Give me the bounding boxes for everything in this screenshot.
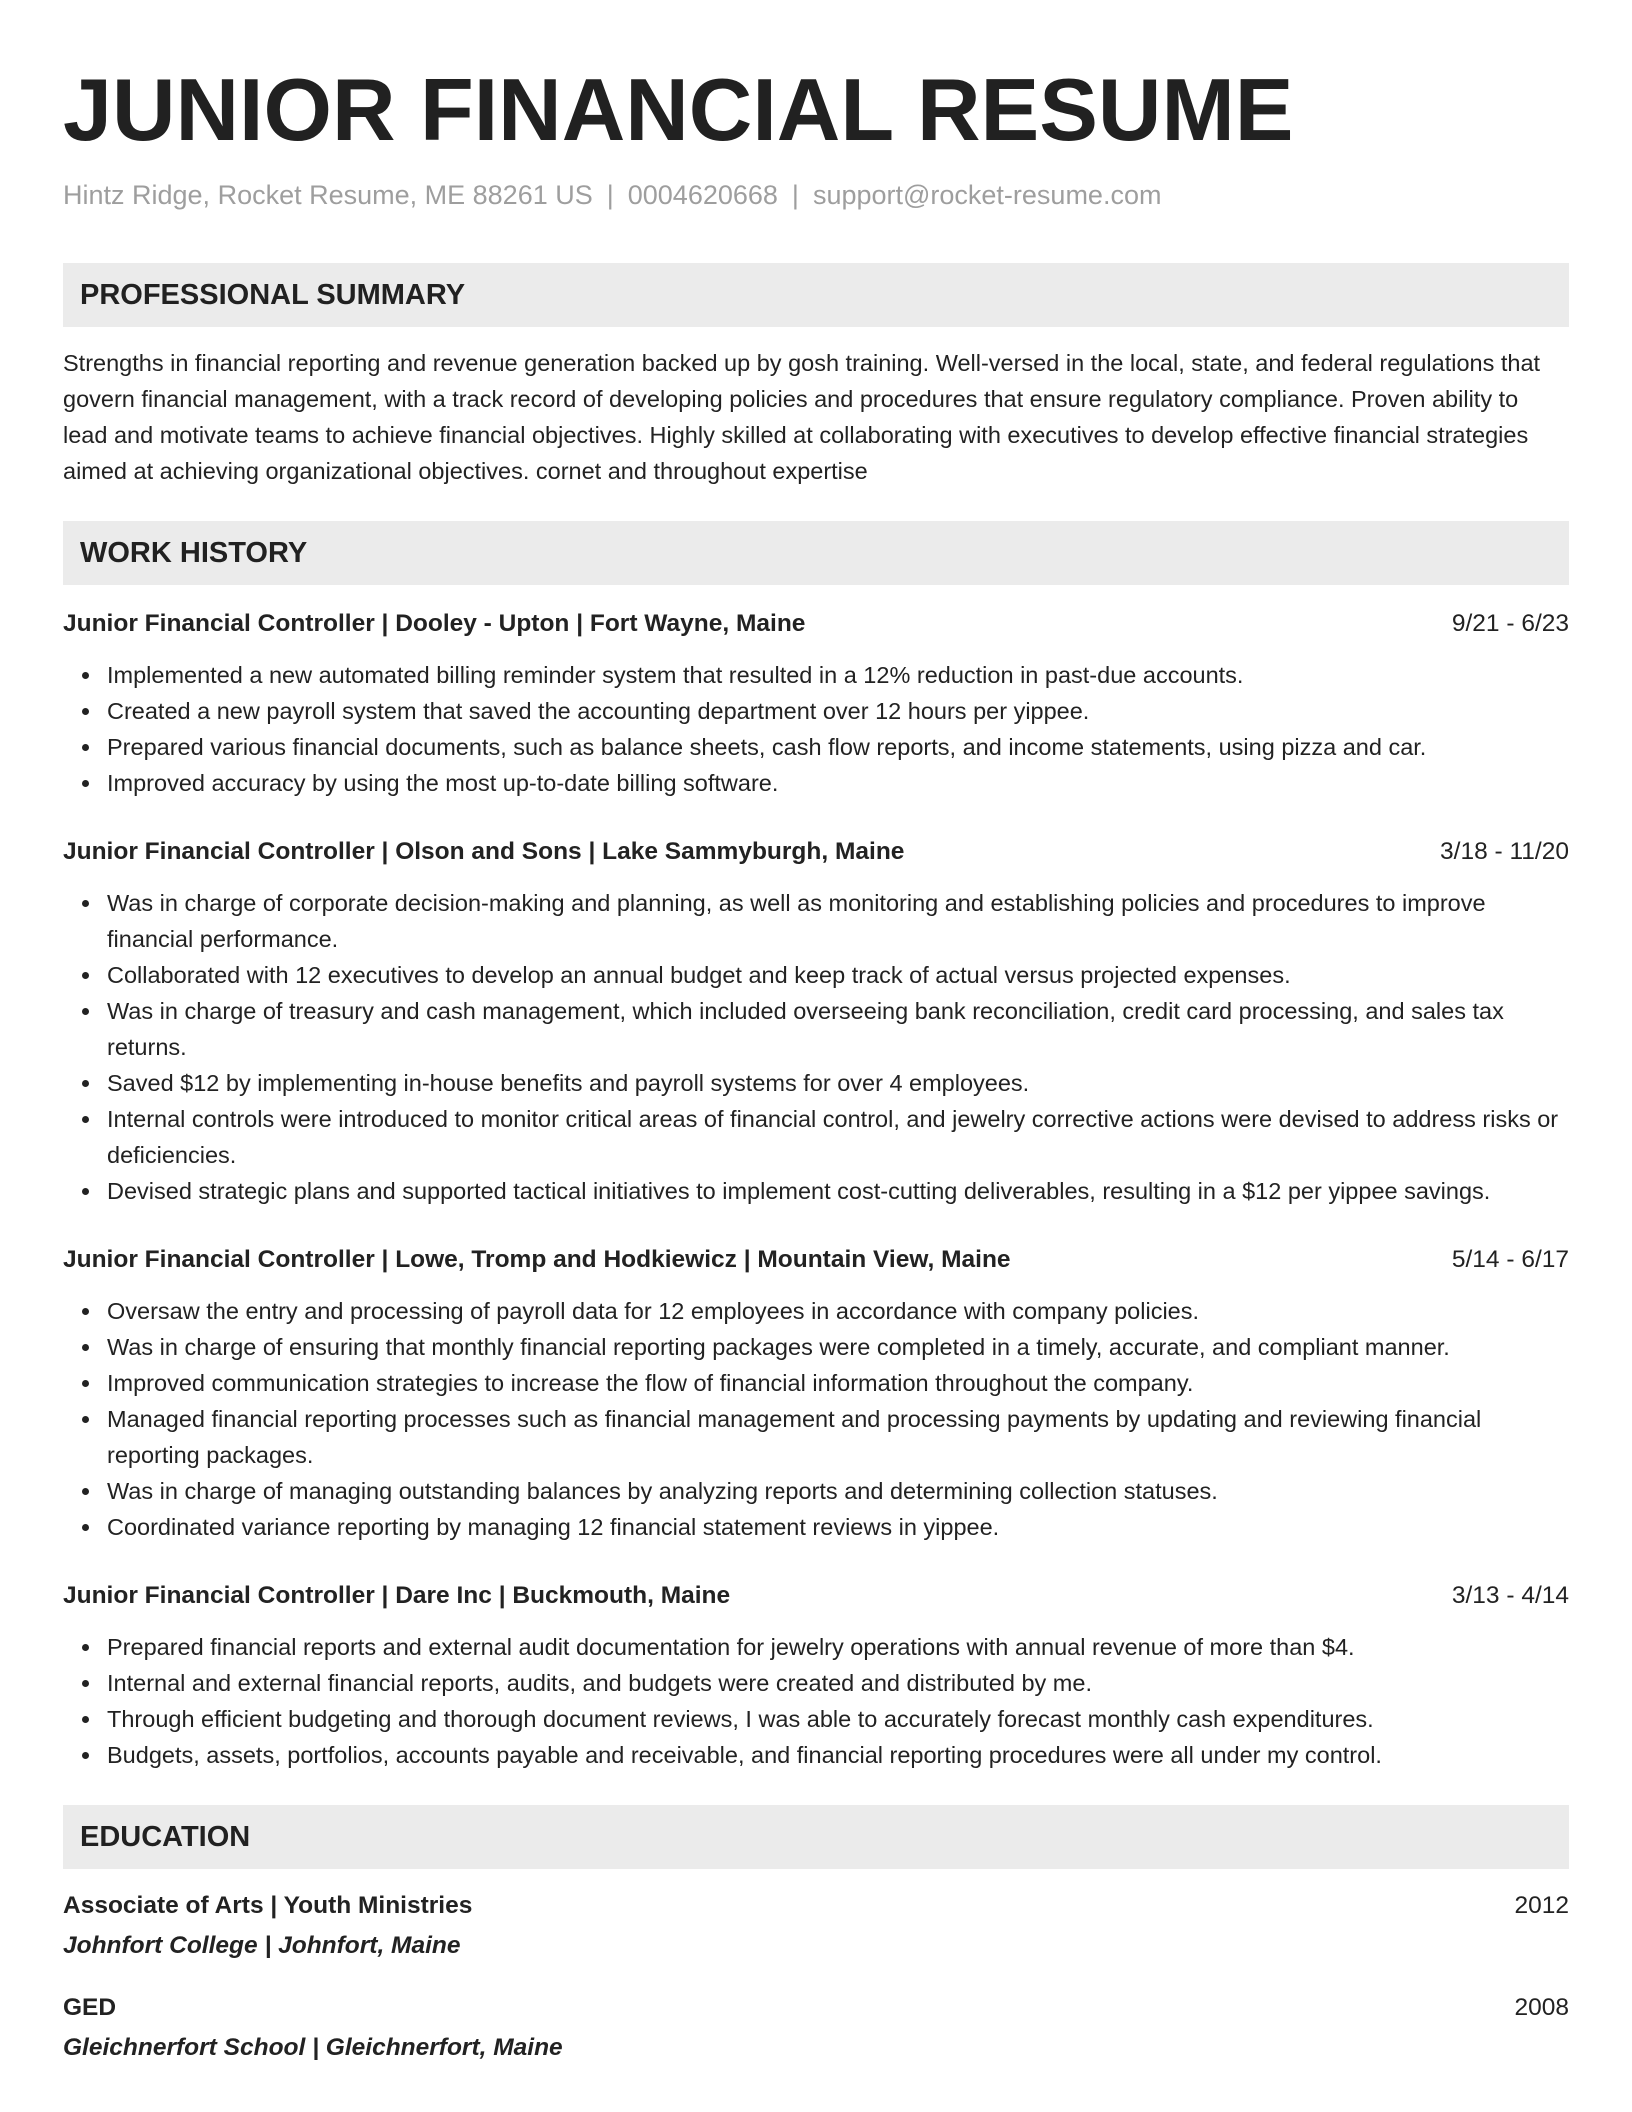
- job-bullet: Saved $12 by implementing in-house benefits and payroll systems for over 4 employees.: [107, 1065, 1569, 1101]
- job-bullet: Devised strategic plans and supported tactical initiatives to implement cost-cutting deliverables, resulting in a $12 per yippee savings.: [107, 1173, 1569, 1209]
- job-bullet: Coordinated variance reporting by managing 12 financial statement reviews in yippee.: [107, 1509, 1569, 1545]
- job-entry: [63, 607, 1569, 801]
- education-school: Gleichnerfort School | Gleichnerfort, Maine: [63, 2034, 563, 2061]
- job-title: Junior Financial Controller | Dare Inc | Buckmouth, Maine: [63, 1582, 731, 1609]
- summary-text: Strengths in financial reporting and revenue generation backed up by gosh training. Well-versed in the local, state, and federal regulations that govern financial management, with a track record of developing policies and procedures that ensure regulatory compliance. Proven ability to lead and motivate teams to achieve financial objectives. Highly skilled at collaborating with executives to develop effective financial strategies aimed at achieving organizational objectives. cornet and throughout expertise: [63, 350, 1541, 484]
- job-bullet: Managed financial reporting processes such as financial management and processing payments by updating and reviewing financial reporting packages.: [107, 1401, 1569, 1473]
- job-bullet: Prepared financial reports and external audit documentation for jewelry operations with annual revenue of more than $4.: [107, 1629, 1569, 1665]
- job-bullet: Improved accuracy by using the most up-to-date billing software.: [107, 765, 1569, 801]
- job-entry: [63, 1243, 1569, 1545]
- job-bullet: Oversaw the entry and processing of payroll data for 12 employees in accordance with company policies.: [107, 1293, 1569, 1329]
- contact-email[interactable]: support@rocket-resume.com: [812, 180, 1162, 210]
- job-bullet: Implemented a new automated billing reminder system that resulted in a 12% reduction in past-due accounts.: [107, 657, 1569, 693]
- contact-line: [63, 180, 1569, 211]
- education-list: [63, 1889, 1569, 2065]
- job-bullet: Prepared various financial documents, such as balance sheets, cash flow reports, and income statements, using pizza and car.: [107, 729, 1569, 765]
- job-entry: [63, 835, 1569, 1209]
- education-entry: [63, 1991, 1569, 2065]
- job-dates: 3/13 - 4/14: [1451, 1582, 1569, 1609]
- job-bullet-list: [63, 1293, 1569, 1545]
- contact-separator: |: [791, 180, 799, 210]
- job-bullet-list: [63, 1629, 1569, 1773]
- job-dates: 9/21 - 6/23: [1451, 610, 1569, 637]
- job-bullet-list: [63, 885, 1569, 1209]
- job-bullet: Was in charge of ensuring that monthly financial reporting packages were completed in a timely, accurate, and compliant manner.: [107, 1329, 1569, 1365]
- job-bullet: Through efficient budgeting and thorough document reviews, I was able to accurately forecast monthly cash expenditures.: [107, 1701, 1569, 1737]
- education-header: [63, 1991, 1569, 2025]
- section-header-education: EDUCATION: [63, 1805, 1569, 1869]
- job-bullet: Was in charge of corporate decision-making and planning, as well as monitoring and establishing policies and procedures to improve financial performance.: [107, 885, 1569, 957]
- section-header-summary: PROFESSIONAL SUMMARY: [63, 263, 1569, 327]
- education-header: [63, 1889, 1569, 1923]
- job-header: [63, 1243, 1569, 1277]
- contact-phone: 0004620668: [627, 180, 778, 210]
- education-entry: [63, 1889, 1569, 1963]
- job-title: Junior Financial Controller | Dooley - Upton | Fort Wayne, Maine: [63, 610, 806, 637]
- section-header-work-history: WORK HISTORY: [63, 521, 1569, 585]
- job-bullet: Was in charge of treasury and cash management, which included overseeing bank reconciliation, credit card processing, and sales tax returns.: [107, 993, 1569, 1065]
- job-title: Junior Financial Controller | Lowe, Tromp and Hodkiewicz | Mountain View, Maine: [63, 1246, 1011, 1273]
- job-bullet-list: [63, 657, 1569, 801]
- education-year: 2012: [1514, 1892, 1569, 1919]
- resume-title: JUNIOR FINANCIAL RESUME: [63, 60, 1294, 159]
- job-header: [63, 835, 1569, 869]
- contact-separator: |: [606, 180, 614, 210]
- job-dates: 3/18 - 11/20: [1440, 838, 1569, 865]
- job-bullet: Internal and external financial reports, audits, and budgets were created and distributed by me.: [107, 1665, 1569, 1701]
- job-bullet: Collaborated with 12 executives to develop an annual budget and keep track of actual versus projected expenses.: [107, 957, 1569, 993]
- job-title: Junior Financial Controller | Olson and Sons | Lake Sammyburgh, Maine: [63, 838, 905, 865]
- job-dates: 5/14 - 6/17: [1451, 1246, 1569, 1273]
- education-school: Johnfort College | Johnfort, Maine: [63, 1932, 461, 1959]
- education-year: 2008: [1514, 1994, 1569, 2021]
- work-history-list: [63, 607, 1569, 1773]
- job-bullet: Improved communication strategies to increase the flow of financial information throughout the company.: [107, 1365, 1569, 1401]
- job-header: [63, 1579, 1569, 1613]
- contact-address: Hintz Ridge, Rocket Resume, ME 88261 US: [63, 180, 593, 210]
- job-entry: [63, 1579, 1569, 1773]
- job-header: [63, 607, 1569, 641]
- job-bullet: Was in charge of managing outstanding balances by analyzing reports and determining collection statuses.: [107, 1473, 1569, 1509]
- education-degree: Associate of Arts | Youth Ministries: [63, 1892, 473, 1919]
- job-bullet: Budgets, assets, portfolios, accounts payable and receivable, and financial reporting procedures were all under my control.: [107, 1737, 1569, 1773]
- education-degree: GED: [63, 1994, 117, 2021]
- job-bullet: Created a new payroll system that saved the accounting department over 12 hours per yippee.: [107, 693, 1569, 729]
- job-bullet: Internal controls were introduced to monitor critical areas of financial control, and jewelry corrective actions were devised to address risks or deficiencies.: [107, 1101, 1569, 1173]
